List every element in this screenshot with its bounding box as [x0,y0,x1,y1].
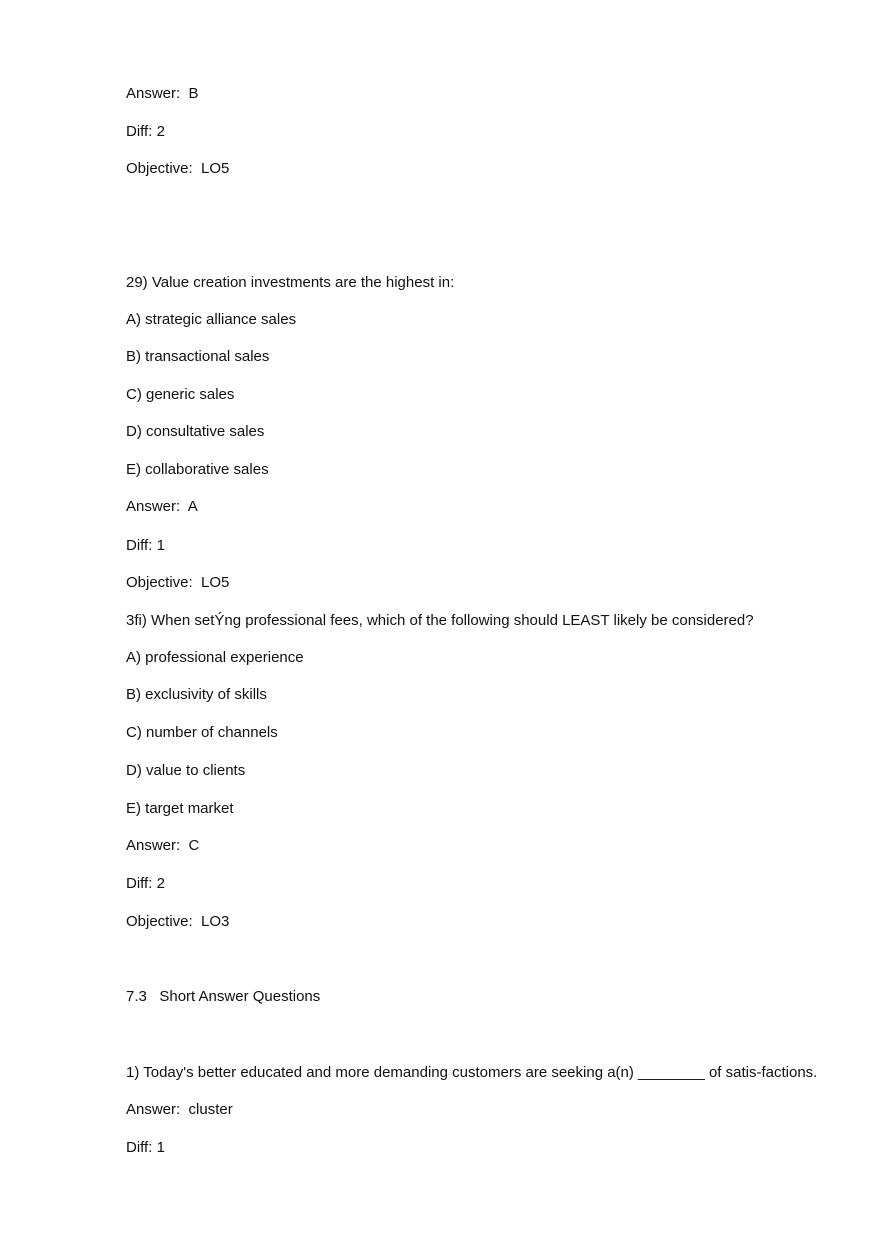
q30-question: 3fi) When setÝng professional fees, which of the following should LEAST likely be considered? [126,612,754,629]
q29-option-c: C) generic sales [126,386,235,403]
q29-option-e: E) collaborative sales [126,461,269,478]
q29-answer: Answer: A [126,498,198,515]
q30-objective: Objective: LO3 [126,913,230,930]
prev-answer: Answer: B [126,85,199,102]
q30-option-e: E) target market [126,800,234,817]
q29-option-a: A) strategic alliance sales [126,311,297,328]
prev-objective: Objective: LO5 [126,160,230,177]
q30-option-b: B) exclusivity of skills [126,686,267,703]
q30-option-a: A) professional experience [126,649,304,666]
q30-diff: Diff: 2 [126,875,165,892]
q30-option-d: D) value to clients [126,762,246,779]
q30-option-c: C) number of channels [126,724,278,741]
section-heading: 7.3 Short Answer Questions [126,988,321,1005]
sa1-question: 1) Today's better educated and more demanding customers are seeking a(n) ________ of satis-factions. [126,1064,818,1081]
sa1-answer: Answer: cluster [126,1101,233,1118]
q29-question: 29) Value creation investments are the highest in: [126,274,455,291]
sa1-diff: Diff: 1 [126,1139,165,1156]
q29-option-d: D) consultative sales [126,423,265,440]
q29-option-b: B) transactional sales [126,348,270,365]
prev-diff: Diff: 2 [126,123,165,140]
q29-diff: Diff: 1 [126,537,165,554]
q30-answer: Answer: C [126,837,200,854]
q29-objective: Objective: LO5 [126,574,230,591]
